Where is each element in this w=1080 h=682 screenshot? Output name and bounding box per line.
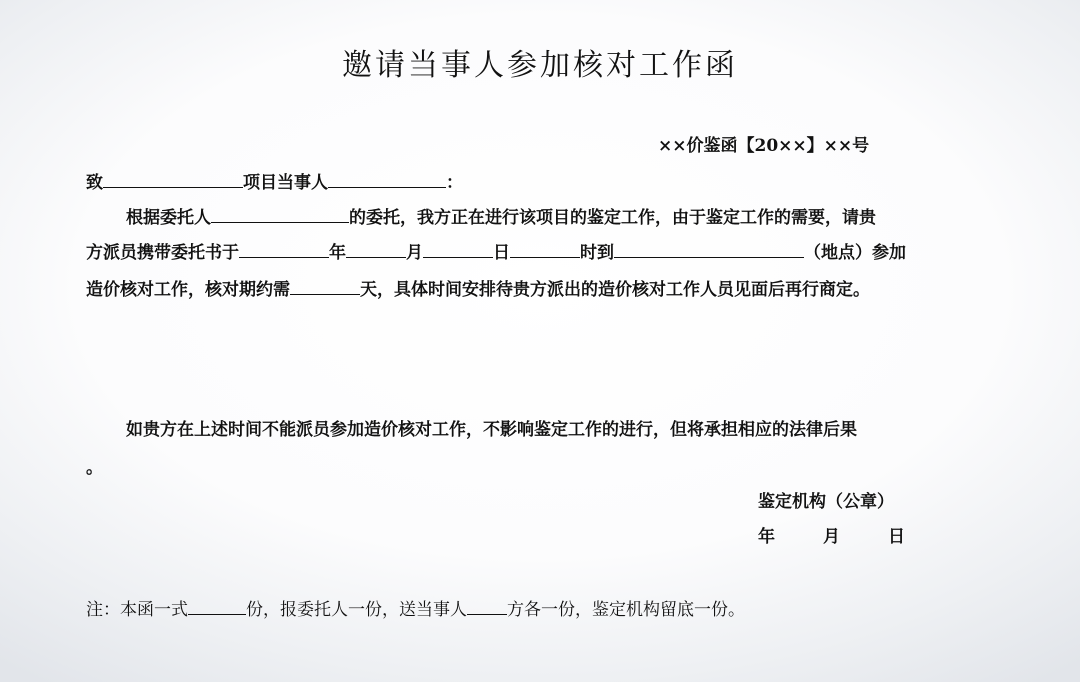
party-blank[interactable] [328, 170, 446, 188]
seal-label: 鉴定机构（公章） [758, 492, 894, 512]
days-blank[interactable] [290, 277, 360, 295]
p1-day-label: 日 [493, 243, 510, 263]
note-mid: 份，报委托人一份，送当事人 [246, 600, 467, 620]
p1-line1-start: 根据委托人 [126, 208, 211, 228]
footnote [86, 597, 745, 622]
p1-place: （地点）参加 [804, 243, 906, 263]
p1-month-label: 月 [406, 243, 423, 263]
day-blank[interactable] [423, 240, 493, 258]
p1-line1-end: 的委托，我方正在进行该项目的鉴定工作，由于鉴定工作的需要，请贵 [349, 208, 876, 228]
p1-year-label: 年 [329, 243, 346, 263]
addressee-blank[interactable] [103, 170, 243, 188]
document-title: 邀请当事人参加核对工作函 [342, 48, 738, 83]
addressee-suffix: ： [446, 173, 463, 193]
addressee-prefix: 致 [86, 173, 103, 193]
sig-month: 月 [823, 527, 840, 547]
addressee-line [86, 170, 463, 195]
place-blank[interactable] [614, 240, 804, 258]
year-blank[interactable] [239, 240, 329, 258]
note-start: 注：本函一式 [86, 600, 188, 620]
copies-blank[interactable] [188, 597, 246, 615]
month-blank[interactable] [346, 240, 406, 258]
hour-blank[interactable] [510, 240, 580, 258]
addressee-middle: 项目当事人 [243, 173, 328, 193]
sig-day: 日 [888, 527, 905, 547]
paragraph2-line1: 如贵方在上述时间不能派员参加造价核对工作，不影响鉴定工作的进行，但将承担相应的法律后果 [126, 420, 857, 440]
sig-year: 年 [758, 527, 775, 547]
p1-line2-start: 方派员携带委托书于 [86, 243, 239, 263]
paragraph2-line2: 。 [86, 458, 103, 478]
paragraph1-line2 [86, 240, 906, 265]
p1-line3-end: 天，具体时间安排待贵方派出的造价核对工作人员见面后再行商定。 [360, 280, 870, 300]
paragraph1-line1 [126, 205, 876, 230]
p1-line3-start: 造价核对工作，核对期约需 [86, 280, 290, 300]
client-blank[interactable] [211, 205, 349, 223]
p1-time-to: 时到 [580, 243, 614, 263]
paragraph1-line3 [86, 277, 870, 302]
parties-blank[interactable] [467, 597, 507, 615]
document-number: ××价鉴函【20××】××号 [658, 136, 870, 156]
signature-date [758, 525, 905, 549]
note-end: 方各一份，鉴定机构留底一份。 [507, 600, 745, 620]
